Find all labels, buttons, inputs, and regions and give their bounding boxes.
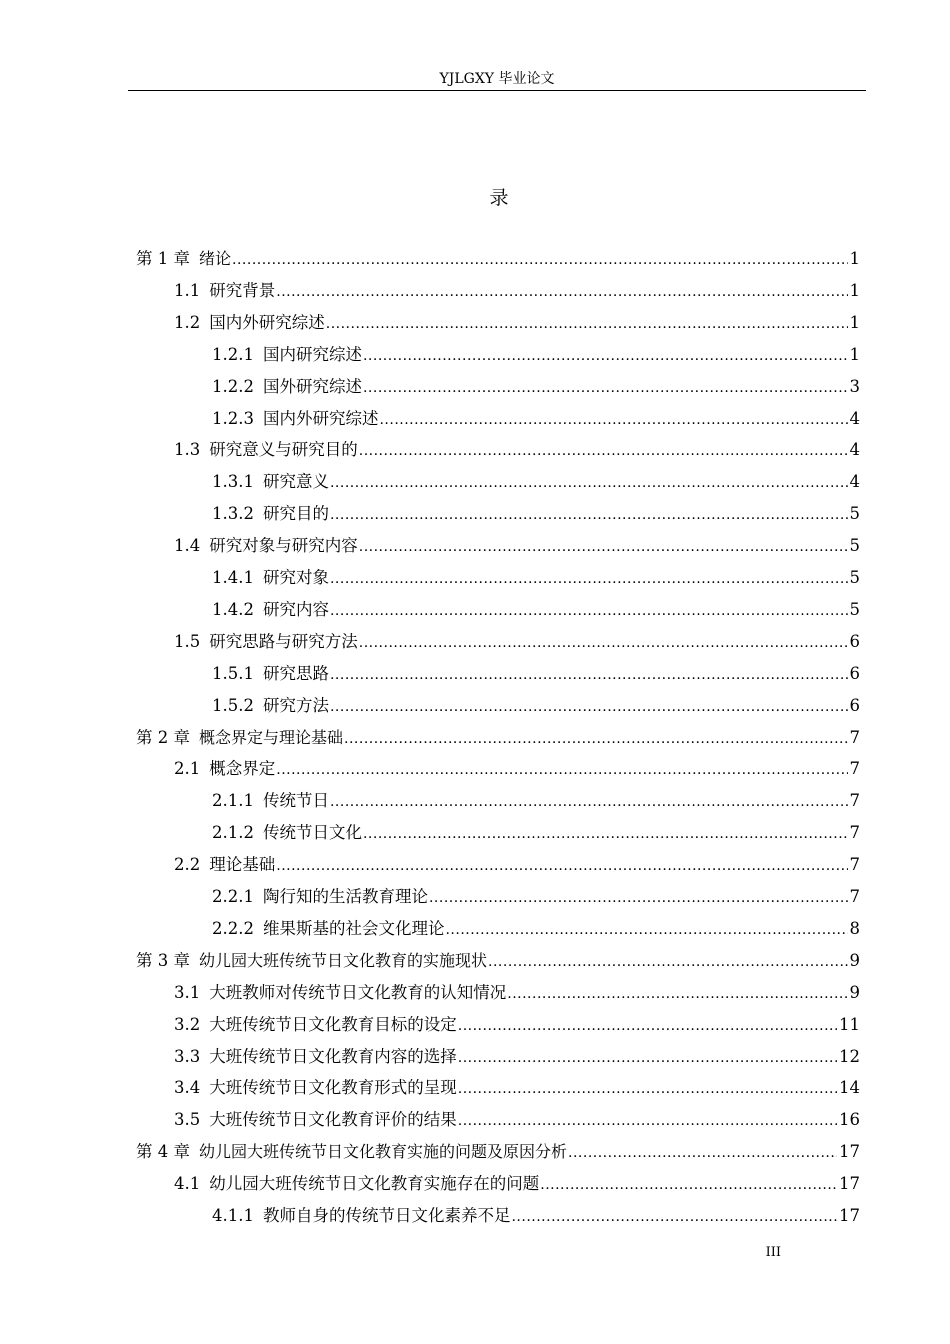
toc-entry-text: 概念界定 <box>209 759 276 779</box>
toc-entry-text: 绪论 <box>199 249 232 268</box>
toc-entry-number: 1.4 <box>174 536 201 556</box>
toc-entry-page: 17 <box>839 1206 860 1225</box>
toc-entry[interactable] <box>212 341 860 373</box>
toc-entry-number: 3.5 <box>174 1110 201 1130</box>
toc-dot-leader <box>232 252 847 268</box>
toc-entry-label <box>174 1011 457 1035</box>
toc-entry-page: 4 <box>849 440 860 460</box>
toc-entry[interactable] <box>174 979 860 1011</box>
toc-entry-text: 研究意义 <box>262 472 329 492</box>
toc-entry-label <box>212 819 362 843</box>
toc-entry-page: 16 <box>839 1110 860 1130</box>
toc-entry-number: 2.2.2 <box>212 918 254 938</box>
toc-entry-number: 3.2 <box>174 1014 201 1034</box>
toc-dot-leader <box>276 284 847 300</box>
toc-entry-label <box>136 1138 567 1162</box>
toc-entry-number: 2.2.1 <box>212 887 254 906</box>
toc-entry-page: 7 <box>849 823 860 843</box>
toc-entry-label <box>174 436 358 460</box>
toc-entry-page: 3 <box>849 376 860 396</box>
toc-dot-leader <box>511 1209 837 1225</box>
toc-dot-leader <box>344 731 847 747</box>
toc-dot-leader <box>330 475 848 491</box>
toc-entry-page: 7 <box>849 887 860 906</box>
toc-dot-leader <box>363 380 848 396</box>
toc-entry-text: 大班传统节日文化教育内容的选择 <box>209 1046 457 1066</box>
toc-entry[interactable] <box>212 692 860 724</box>
toc-entry-number: 1.5.1 <box>212 663 254 683</box>
toc-entry-number: 1.2 <box>174 312 201 332</box>
toc-entry-number: 第 3 章 <box>136 950 190 970</box>
toc-entry-text: 研究方法 <box>262 695 329 715</box>
toc-dot-leader <box>330 507 848 523</box>
toc-dot-leader <box>458 1081 837 1097</box>
toc-entry-number: 4.1.1 <box>212 1206 254 1225</box>
toc-entry-page: 1 <box>849 280 860 300</box>
toc-dot-leader <box>363 826 848 842</box>
toc-entry-number: 第 2 章 <box>136 727 190 747</box>
toc-entry-label <box>174 277 275 301</box>
toc-dot-leader <box>330 667 848 683</box>
toc-entry-text: 研究目的 <box>262 504 329 524</box>
toc-dot-leader <box>507 986 847 1002</box>
toc-entry-label <box>136 245 231 269</box>
toc-entry-page: 1 <box>849 249 860 268</box>
toc-entry-label <box>212 500 329 524</box>
toc-entry-number: 1.3 <box>174 440 201 460</box>
toc-entry-label <box>136 947 487 971</box>
toc-entry-page: 17 <box>839 1142 860 1162</box>
toc-entry-label <box>174 979 506 1003</box>
toc-entry-number: 1.3.1 <box>212 472 254 492</box>
toc-entry[interactable] <box>212 1202 860 1234</box>
toc-entry-number: 2.1 <box>174 759 201 779</box>
toc-dot-leader <box>330 571 848 587</box>
toc-dot-leader <box>458 1050 837 1066</box>
toc-entry-number: 3.4 <box>174 1078 201 1098</box>
toc-entry-label <box>174 532 358 556</box>
toc-entry-page: 14 <box>839 1078 860 1098</box>
toc-entry-page: 12 <box>839 1046 860 1066</box>
toc-entry-page: 7 <box>849 791 860 811</box>
toc-entry[interactable] <box>212 596 860 628</box>
toc-entry-text: 大班传统节日文化教育目标的设定 <box>209 1014 457 1034</box>
toc-entry[interactable] <box>174 1170 860 1202</box>
toc-entry-number: 1.4.1 <box>212 568 254 587</box>
toc-entry-page: 5 <box>849 568 860 587</box>
toc-entry-text: 传统节日 <box>262 791 329 811</box>
toc-dot-leader <box>363 348 848 364</box>
toc-dot-leader <box>488 954 847 970</box>
toc-entry-label <box>174 1106 457 1130</box>
toc-entry-text: 研究内容 <box>262 599 329 619</box>
toc-entry[interactable] <box>136 724 860 756</box>
page-number: III <box>765 1245 781 1260</box>
toc-entry[interactable] <box>212 405 860 437</box>
toc-entry-label <box>174 1043 457 1067</box>
toc-dot-leader <box>276 858 847 874</box>
toc-entry-text: 研究对象与研究内容 <box>209 536 358 556</box>
toc-entry-label <box>212 564 329 588</box>
toc-entry-text: 研究思路与研究方法 <box>209 631 358 651</box>
toc-entry[interactable] <box>136 245 860 277</box>
toc-entry-text: 传统节日文化 <box>262 823 362 843</box>
toc-entry-number: 第 4 章 <box>136 1142 190 1162</box>
toc-entry[interactable] <box>174 1074 860 1106</box>
toc-entry[interactable] <box>136 947 860 979</box>
toc-entry-text: 幼儿园大班传统节日文化教育实施的问题及原因分析 <box>199 1142 568 1162</box>
toc-entry[interactable] <box>174 436 860 468</box>
toc-entry-text: 陶行知的生活教育理论 <box>262 887 428 906</box>
toc-entry-label <box>212 596 329 620</box>
toc-entry-number: 1.4.2 <box>212 599 254 619</box>
toc-entry-text: 研究意义与研究目的 <box>209 440 358 460</box>
toc-entry-number: 1.5 <box>174 631 201 651</box>
toc-entry-number: 2.1.2 <box>212 823 254 843</box>
toc-entry[interactable] <box>212 500 860 532</box>
toc-dot-leader <box>330 699 848 715</box>
toc-entry[interactable] <box>212 373 860 405</box>
toc-dot-leader <box>458 1018 837 1034</box>
toc-entry-text: 研究背景 <box>209 280 276 300</box>
toc-entry-number: 2.2 <box>174 855 201 875</box>
toc-entry-page: 8 <box>849 918 860 938</box>
toc-entry-text: 国内外研究综述 <box>262 408 379 428</box>
toc-entry[interactable] <box>174 1043 860 1075</box>
toc-entry-text: 研究对象 <box>262 568 329 587</box>
toc-entry[interactable] <box>212 468 860 500</box>
toc-entry-text: 大班教师对传统节日文化教育的认知情况 <box>209 982 507 1002</box>
toc-entry-number: 1.5.2 <box>212 695 254 715</box>
toc-entry-text: 概念界定与理论基础 <box>199 727 344 747</box>
toc-dot-leader <box>379 412 847 428</box>
toc-entry[interactable] <box>212 660 860 692</box>
toc-entry-label <box>212 405 378 429</box>
toc-dot-leader <box>330 794 848 810</box>
toc-entry-page: 4 <box>849 408 860 428</box>
toc-entry-number: 1.2.2 <box>212 376 254 396</box>
toc-entry-label <box>212 468 329 492</box>
toc-entry[interactable] <box>136 1138 860 1170</box>
toc-entry-page: 6 <box>849 695 860 715</box>
toc-entry-page: 4 <box>849 472 860 492</box>
toc-entry[interactable] <box>174 309 860 341</box>
toc-entry-page: 7 <box>849 855 860 875</box>
toc-entry-page: 5 <box>849 599 860 619</box>
toc-entry-text: 幼儿园大班传统节日文化教育的实施现状 <box>199 950 488 970</box>
toc-entry-text: 国内外研究综述 <box>209 312 325 332</box>
toc-entry-label <box>212 1202 510 1226</box>
toc-entry-label <box>212 915 444 939</box>
toc-entry[interactable] <box>174 1011 860 1043</box>
toc-entry[interactable] <box>174 532 860 564</box>
toc-entry-text: 理论基础 <box>209 855 276 875</box>
toc-entry[interactable] <box>174 755 860 787</box>
toc-entry-page: 17 <box>839 1174 860 1194</box>
toc-entry-label <box>174 1170 539 1194</box>
toc-dot-leader <box>326 316 848 332</box>
toc-entry[interactable] <box>212 787 860 819</box>
toc-entry-text: 幼儿园大班传统节日文化教育实施存在的问题 <box>209 1174 540 1194</box>
toc-entry-label <box>212 341 362 365</box>
toc-entry-number: 1.1 <box>174 280 201 300</box>
toc-entry[interactable] <box>174 851 860 883</box>
toc-dot-leader <box>540 1177 837 1193</box>
toc-dot-leader <box>359 635 848 651</box>
toc-entry-text: 大班传统节日文化教育形式的呈现 <box>209 1078 457 1098</box>
toc-entry-label <box>174 851 275 875</box>
toc-dot-leader <box>276 762 847 778</box>
toc-entry[interactable] <box>212 564 860 596</box>
toc-entry-page: 6 <box>849 663 860 683</box>
toc-entry-page: 9 <box>849 950 860 970</box>
toc-entry[interactable] <box>212 883 860 915</box>
toc-entry-label <box>212 787 329 811</box>
toc-entry-text: 国外研究综述 <box>262 376 362 396</box>
toc-entry-page: 1 <box>849 312 860 332</box>
toc-entry-label <box>174 309 325 333</box>
toc-entry-number: 3.3 <box>174 1046 201 1066</box>
toc-entry-text: 研究思路 <box>262 663 329 683</box>
toc-entry-number: 2.1.1 <box>212 791 254 811</box>
toc-entry-page: 6 <box>849 631 860 651</box>
toc-entry-number: 1.2.1 <box>212 344 254 364</box>
toc-entry-number: 3.1 <box>174 982 201 1002</box>
toc-entry-number: 第 1 章 <box>136 249 190 268</box>
toc-dot-leader <box>458 1113 837 1129</box>
toc-entry-label <box>136 724 343 748</box>
toc-dot-leader <box>445 922 847 938</box>
toc-entry-label <box>174 755 275 779</box>
toc-entry-page: 5 <box>849 536 860 556</box>
toc-entry-page: 9 <box>849 982 860 1002</box>
toc-entry-label <box>212 692 329 716</box>
toc-entry-text: 维果斯基的社会文化理论 <box>262 918 445 938</box>
toc-entry-number: 1.2.3 <box>212 408 254 428</box>
toc-dot-leader <box>330 603 848 619</box>
toc-entry[interactable] <box>212 819 860 851</box>
toc-entry-text: 国内研究综述 <box>262 344 362 364</box>
toc-entry-label <box>212 373 362 397</box>
toc-entry-number: 4.1 <box>174 1174 201 1194</box>
toc-entry[interactable] <box>174 277 860 309</box>
toc-entry-page: 5 <box>849 504 860 524</box>
toc-entry-text: 大班传统节日文化教育评价的结果 <box>209 1110 457 1130</box>
toc-entry-number: 1.3.2 <box>212 504 254 524</box>
toc-entry[interactable] <box>212 915 860 947</box>
toc-dot-leader <box>359 443 848 459</box>
toc-entry-label <box>174 628 358 652</box>
toc-entry-page: 1 <box>849 344 860 364</box>
toc-entry-page: 11 <box>839 1014 860 1034</box>
page-header: YJLGXY 毕业论文 <box>128 68 866 91</box>
toc-title: 录 <box>489 187 509 209</box>
toc-entry-page: 7 <box>849 759 860 779</box>
toc-dot-leader <box>359 539 848 555</box>
toc-dot-leader <box>568 1145 837 1161</box>
toc-entry-label <box>212 883 428 907</box>
toc-dot-leader <box>429 890 848 906</box>
toc-entry[interactable] <box>174 628 860 660</box>
toc-entry-page: 7 <box>849 727 860 747</box>
toc-entry[interactable] <box>174 1106 860 1138</box>
toc-entry-label <box>212 660 329 684</box>
toc-entry-text: 教师自身的传统节日文化素养不足 <box>262 1206 511 1225</box>
toc-entry-label <box>174 1074 457 1098</box>
